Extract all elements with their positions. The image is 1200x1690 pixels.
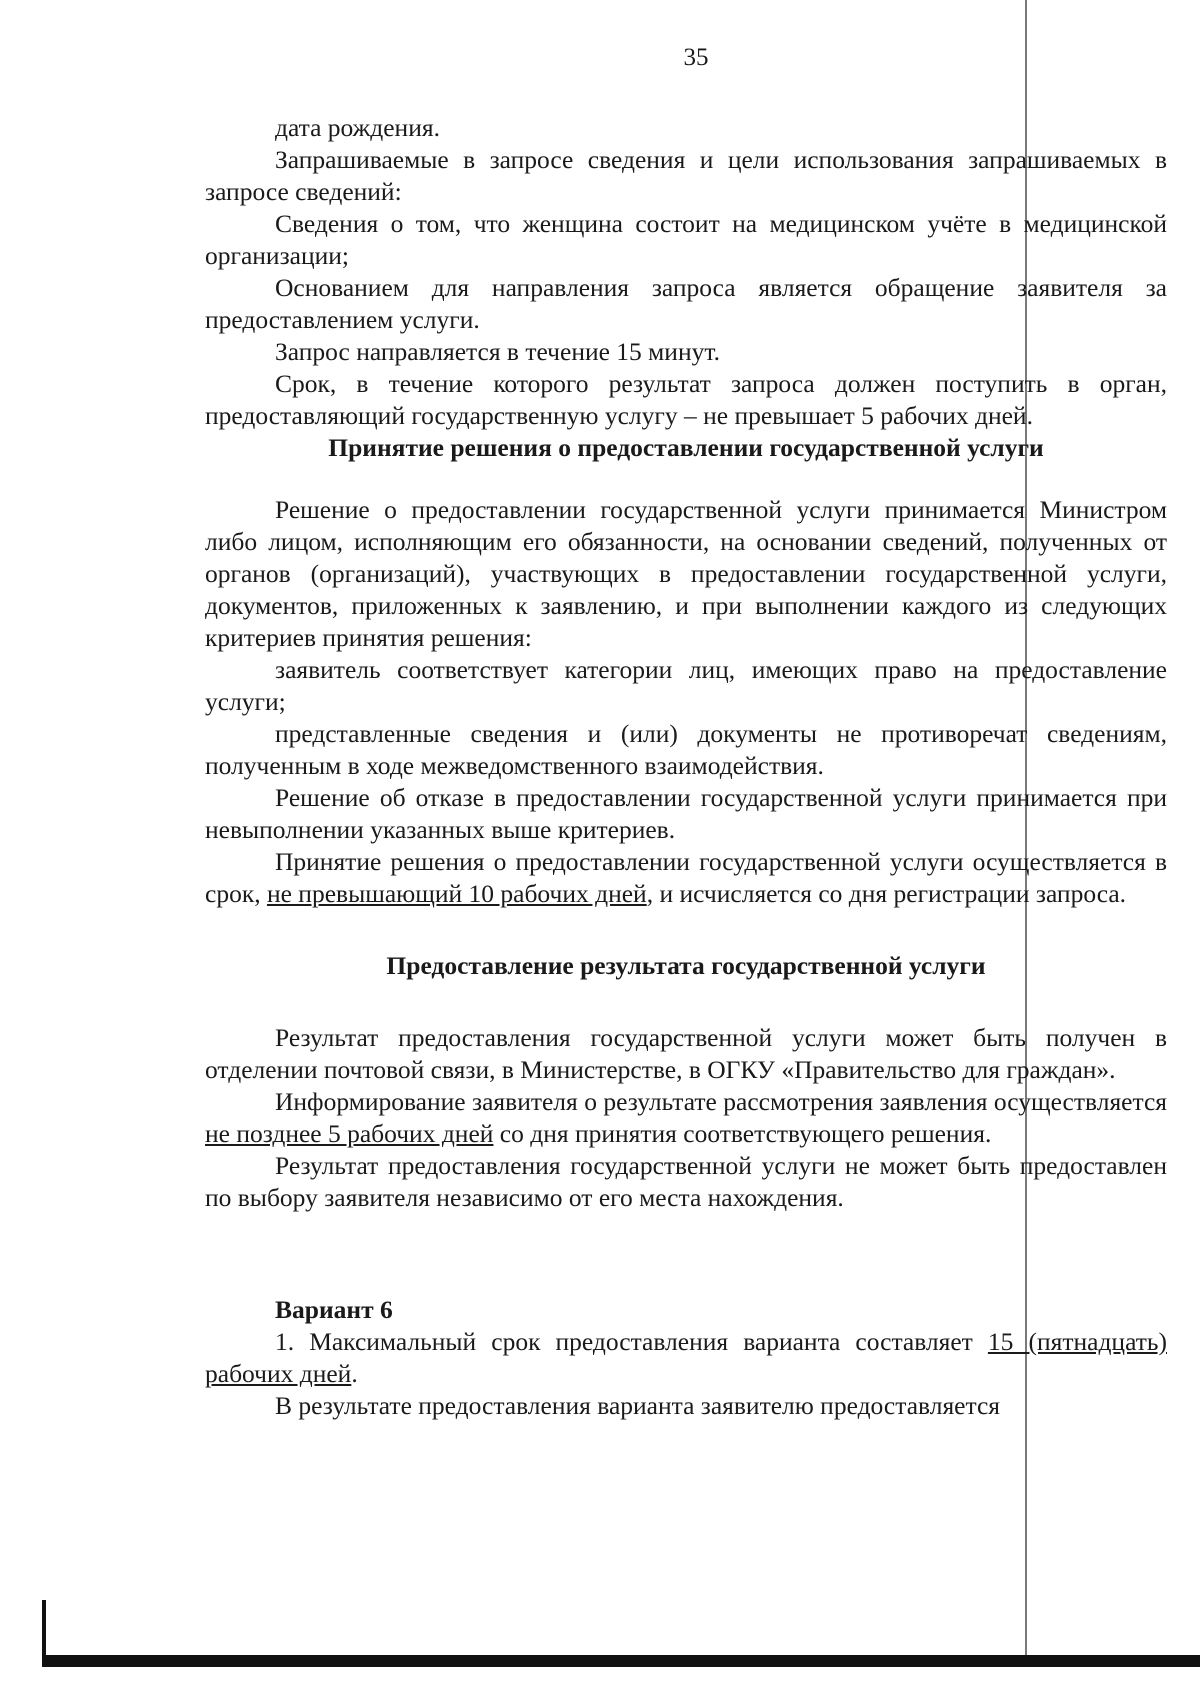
paragraph-criterion-consistency: представленные сведения и (или) документы не противоречат сведениям, полученным в ходе межведомственного взаимодействия.: [205, 719, 1167, 780]
paragraph-request-basis: Основанием для направления запроса является обращение заявителя за предоставлением услуги.: [205, 273, 1167, 334]
page-number: 35: [683, 44, 709, 71]
paragraph-extraterritorial: Результат предоставления государственной услуги не может быть предоставлен по выбору заявителя независимо от его места нахождения.: [205, 1151, 1167, 1212]
notification-text-before: Информирование заявителя о результате рассмотрения заявления осуществляется: [275, 1087, 1167, 1116]
paragraph-response-deadline: Срок, в течение которого результат запроса должен поступить в орган, предоставляющий государственную услугу – не превышает 5 рабочих дней.: [205, 369, 1167, 430]
paragraph-birth-date: дата рождения.: [275, 113, 440, 142]
spacer: [205, 982, 1167, 1022]
paragraph-criterion-category: заявитель соответствует категории лиц, имеющих право на предоставление услуги;: [205, 655, 1167, 716]
paragraph-refusal: Решение об отказе в предоставлении государственной услуги принимается при невыполнении указанных выше критериев.: [205, 783, 1167, 844]
section-heading-decision: Принятие решения о предоставлении государственной услуги: [328, 433, 1044, 462]
paragraph-variant-max-term: [205, 1326, 1167, 1390]
paragraph-requested-info: Запрашиваемые в запросе сведения и цели использования запрашиваемых в запросе сведений:: [205, 145, 1167, 206]
variant-term-text-before: 1. Максимальный срок предоставления варианта составляет: [275, 1327, 988, 1356]
decision-term-underlined: не превышающий 10 рабочих дней: [266, 879, 647, 908]
variant-term-text-after: .: [351, 1359, 358, 1388]
notification-text-after: со дня принятия соответствующего решения.: [493, 1119, 992, 1148]
paragraph-medical-registration: Сведения о том, что женщина состоит на медицинском учёте в медицинской организации;: [205, 209, 1167, 270]
section-heading-result: Предоставление результата государственной услуги: [386, 951, 986, 980]
paragraph-request-timing: Запрос направляется в течение 15 минут.: [275, 337, 720, 366]
variant-title: Вариант 6: [275, 1295, 393, 1324]
paragraph-decision-criteria: Решение о предоставлении государственной услуги принимается Министром либо лицом, исполняющим его обязанности, на основании сведений, полученных от органов (организаций), участвующих в предоставлении государственной услуги, документов, приложенных к заявлению, и при выполнении каждого из следующих критериев принятия решения:: [205, 495, 1167, 652]
paragraph-notification: [205, 1086, 1167, 1150]
notification-underlined: не позднее 5 рабочих дней: [205, 1119, 494, 1148]
decision-term-text-after: , и исчисляется со дня регистрации запроса.: [646, 879, 1127, 908]
decision-term-text-before: Принятие решения о предоставлении государственной услуги осуществляется в срок,: [205, 847, 1167, 908]
scan-border-bottom: [42, 1655, 1200, 1667]
paragraph-decision-term: [205, 846, 1167, 910]
variant-term-underlined: 15 (пятнадцать) рабочих дней: [205, 1327, 1167, 1388]
paragraph-result-channels: Результат предоставления государственной услуги может быть получен в отделении почтовой связи, в Министерстве, в ОГКУ «Правительство для граждан».: [205, 1023, 1167, 1084]
document-body: [205, 112, 1167, 1422]
paragraph-variant-result: В результате предоставления варианта заявителю предоставляется: [275, 1391, 1000, 1420]
scan-border-left: [42, 1600, 46, 1660]
spacer: [205, 910, 1167, 950]
spacer: [205, 1214, 1167, 1294]
spacer: [205, 464, 1167, 494]
